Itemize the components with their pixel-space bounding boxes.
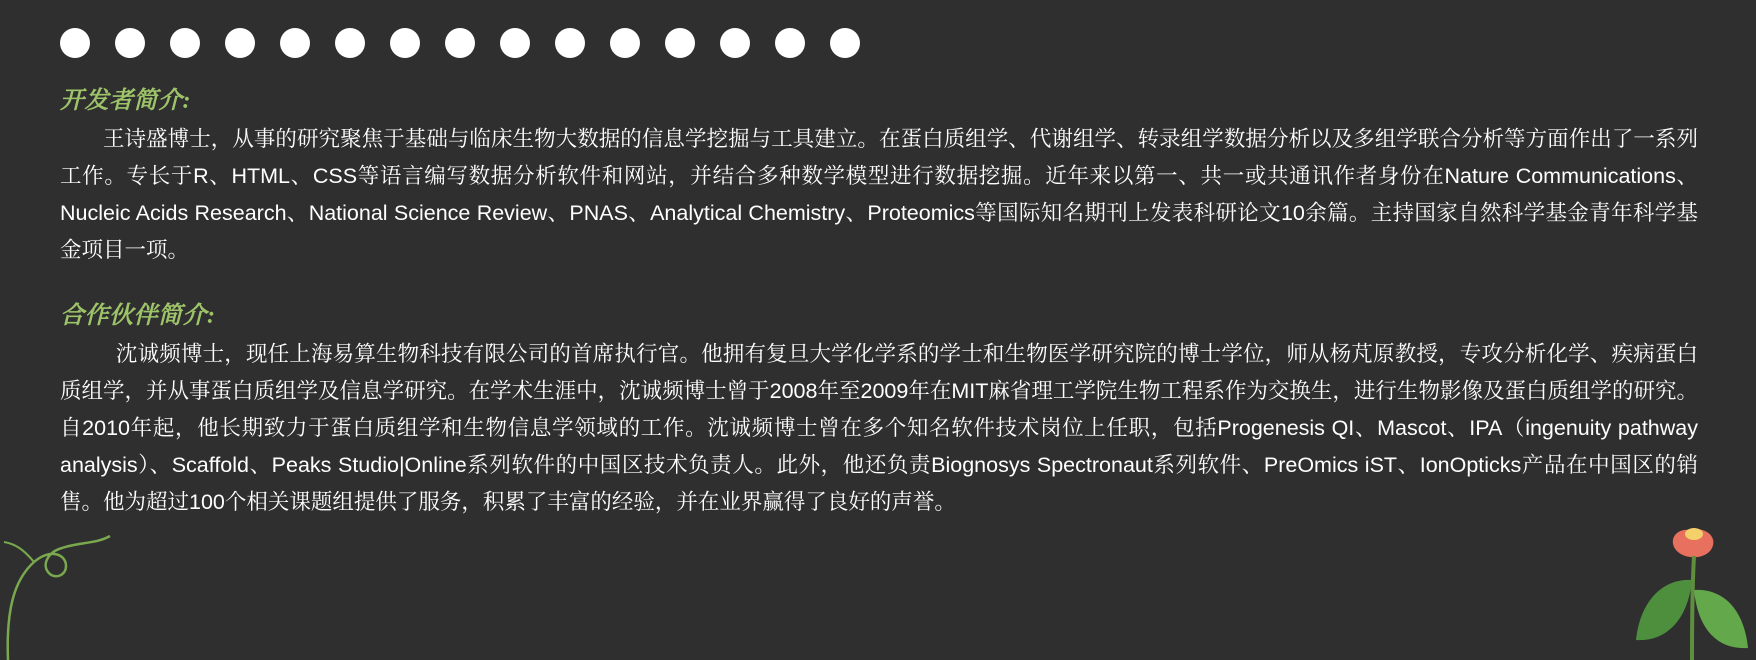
dot-icon: [445, 28, 475, 58]
dot-icon: [665, 28, 695, 58]
slide-content: [60, 80, 1700, 521]
dot-icon: [775, 28, 805, 58]
dot-icon: [170, 28, 200, 58]
dot-icon: [500, 28, 530, 58]
dot-row-decoration: [60, 28, 860, 58]
dot-icon: [280, 28, 310, 58]
dot-icon: [610, 28, 640, 58]
dot-icon: [720, 28, 750, 58]
dot-icon: [225, 28, 255, 58]
dot-icon: [390, 28, 420, 58]
dot-icon: [555, 28, 585, 58]
developer-intro-heading: 开发者简介:: [60, 88, 191, 114]
dot-icon: [335, 28, 365, 58]
dot-icon: [115, 28, 145, 58]
partner-intro-paragraph: 沈诚频博士，现任上海易算生物科技有限公司的首席执行官。他拥有复旦大学化学系的学士和生物医学研究院的博士学位，师从杨芃原教授，专攻分析化学、疾病蛋白质组学，并从事蛋白质组学及信息学研究。在学术生涯中，沈诚频博士曾于2008年至2009年在MIT麻省理工学院生物工程系作为交换生，进行生物影像及蛋白质组学的研究。自2010年起，他长期致力于蛋白质组学和生物信息学领域的工作。沈诚频博士曾在多个知名软件技术岗位上任职，包括Progenesis QI、Mascot、IPA（ingenuity pathway analysis）、Scaffold、Peaks Studio|Online系列软件的中国区技术负责人。此外，他还负责Biognosys Spectronaut系列软件、PreOmics iST、IonOpticks产品在中国区的销售。他为超过100个相关课题组提供了服务，积累了丰富的经验，并在业界赢得了良好的声誉。: [60, 342, 1698, 514]
partner-intro-heading: 合作伙伴简介:: [60, 303, 216, 329]
developer-intro-paragraph: 王诗盛博士，从事的研究聚焦于基础与临床生物大数据的信息学挖掘与工具建立。在蛋白质组学、代谢组学、转录组学数据分析以及多组学联合分析等方面作出了一系列工作。专长于R、HTML、CSS等语言编写数据分析软件和网站，并结合多种数学模型进行数据挖掘。近年来以第一、共一或共通讯作者身份在Nature Communications、Nucleic Acids Research、National Science Review、PNAS、Analytical Chemistry、Proteomics等国际知名期刊上发表科研论文10余篇。主持国家自然科学基金青年科学基金项目一项。: [60, 127, 1698, 262]
dot-icon: [830, 28, 860, 58]
dot-icon: [60, 28, 90, 58]
